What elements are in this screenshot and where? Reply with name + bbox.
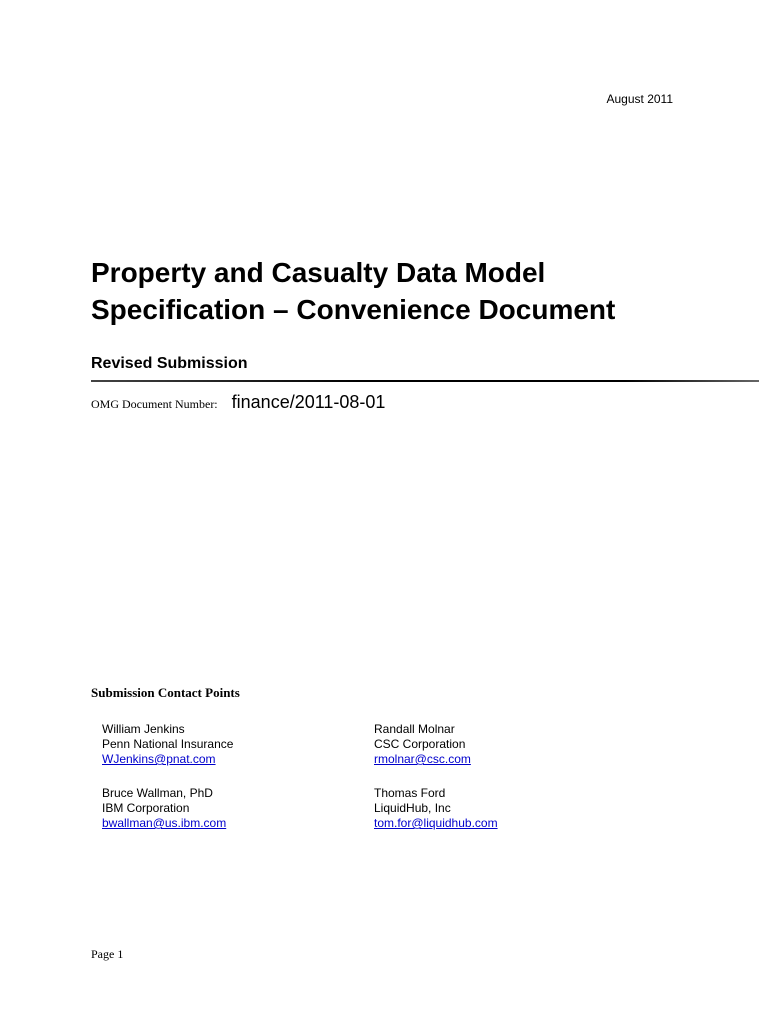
document-number-label: OMG Document Number: bbox=[91, 397, 218, 411]
contact-email-link[interactable]: tom.for@liquidhub.com bbox=[374, 816, 498, 830]
contact-name: Thomas Ford bbox=[374, 786, 446, 800]
contacts-heading: Submission Contact Points bbox=[91, 685, 240, 700]
document-title bbox=[91, 254, 751, 328]
contact-card bbox=[374, 722, 471, 767]
contact-card bbox=[102, 722, 233, 767]
contact-email-link[interactable]: bwallman@us.ibm.com bbox=[102, 816, 227, 830]
document-date: August 2011 bbox=[606, 92, 673, 106]
contact-organization: CSC Corporation bbox=[374, 737, 466, 751]
document-number-value: finance/2011-08-01 bbox=[231, 392, 386, 412]
contact-organization: IBM Corporation bbox=[102, 801, 190, 815]
document-subtitle: Revised Submission bbox=[91, 355, 248, 372]
contact-email-link[interactable]: rmolnar@csc.com bbox=[374, 752, 471, 766]
contact-card bbox=[374, 786, 498, 831]
contact-name: William Jenkins bbox=[102, 722, 185, 736]
page-number: Page 1 bbox=[91, 947, 124, 961]
title-divider bbox=[91, 380, 759, 382]
contact-name: Randall Molnar bbox=[374, 722, 455, 736]
document-number-row bbox=[91, 392, 385, 413]
contact-organization: LiquidHub, Inc bbox=[374, 801, 451, 815]
contact-name: Bruce Wallman, PhD bbox=[102, 786, 213, 800]
title-line-2: Specification – Convenience Document bbox=[91, 294, 616, 325]
contact-organization: Penn National Insurance bbox=[102, 737, 234, 751]
title-line-1: Property and Casualty Data Model bbox=[91, 257, 546, 288]
contact-email-link[interactable]: WJenkins@pnat.com bbox=[102, 752, 216, 766]
contact-card bbox=[102, 786, 226, 831]
